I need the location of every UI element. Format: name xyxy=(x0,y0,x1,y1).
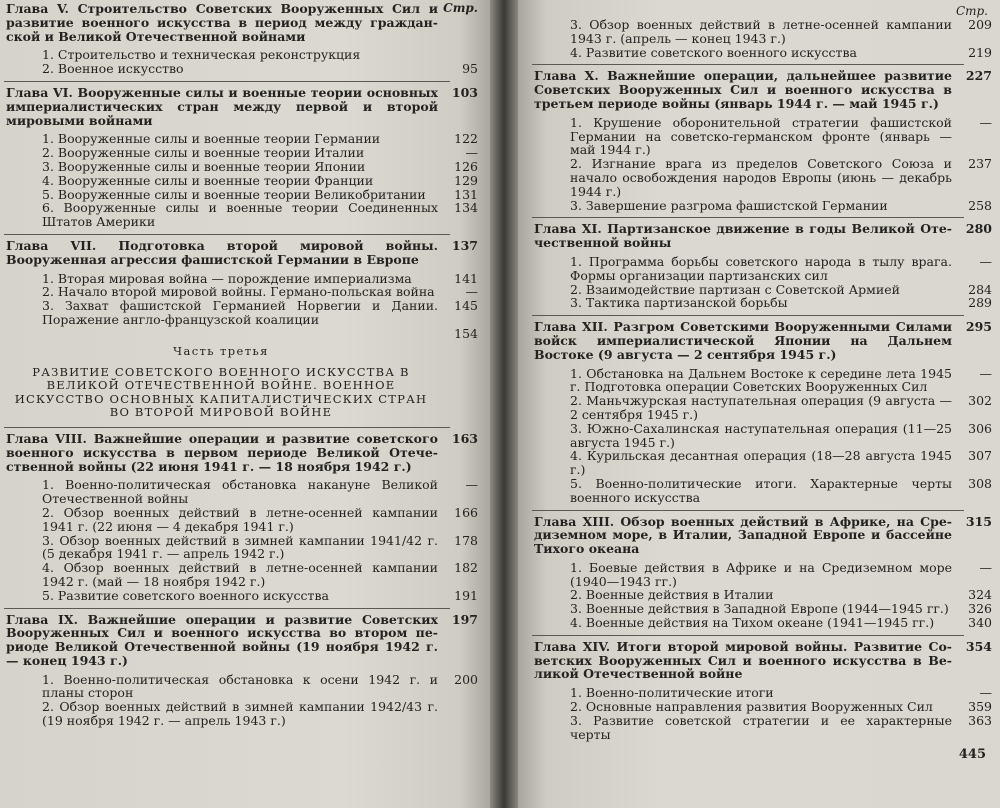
toc-item: 1. Военно-политические итоги — xyxy=(570,685,992,701)
divider xyxy=(532,217,964,218)
toc-item: 1. Военно-политическая обстановка накануне Великой Отечественной войны — xyxy=(42,477,478,507)
chapter-13: Глава XIII. Обзор военных действий в Африке, на Средиземном море, в Италии, Западной Европе и бассейне Тихого океана 315 xyxy=(534,513,992,557)
chapter-10-title: Глава X. Важнейшие операции, дальнейшее развитие Советских Вооруженных Сил и военного искусства в третьем периоде войны (январь 1944 г. — май 1945 г.) xyxy=(534,68,952,111)
toc-item: 6. Вооруженные силы и военные теории Соединенных Штатов Америки 134 xyxy=(42,200,478,230)
toc-item: 5. Военно-политические итоги. Характерные черты военного искусства 308 xyxy=(570,475,992,505)
book-gutter xyxy=(490,0,518,808)
divider xyxy=(532,315,964,316)
toc-item: 2. Обзор военных действий в зимней кампании 1942/43 г. (19 ноября 1942 г. — апрель 1943 г.) xyxy=(42,699,438,729)
toc-item: 1. Боевые действия в Африке и на Средиземном море (1940—1943 гг.) — xyxy=(570,559,992,589)
toc-item: 2. Вооруженные силы и военные теории Италии — xyxy=(42,145,478,161)
toc-item: 2. Изгнание врага из пределов Советского Союза и начало освобождения народов Европы (июнь — декабрь 1944 г.) 237 xyxy=(570,156,992,199)
divider xyxy=(4,234,450,235)
toc-item: 5. Вооруженные силы и военные теории Великобритании 131 xyxy=(42,186,478,202)
left-page xyxy=(0,0,490,808)
divider xyxy=(4,81,450,82)
toc-item: 3. Развитие советской стратегии и ее характерные черты 363 xyxy=(570,712,992,742)
toc-item: 3. Завершение разгрома фашистской Германии 258 xyxy=(570,197,992,213)
toc-item: 3. Обзор военных действий в летне-осенней кампании 1943 г. (апрель — конец 1943 г.) 209 xyxy=(570,17,992,46)
toc-item: 4. Вооруженные силы и военные теории Франции 129 xyxy=(42,172,478,188)
toc-item: 1. Строительство и техническая реконструкция xyxy=(42,47,361,63)
toc-item: 2. Военные действия в Италии 324 xyxy=(570,587,992,603)
toc-item: 1. Вооруженные силы и военные теории Германии 122 xyxy=(42,131,478,147)
page-number: 445 xyxy=(958,747,986,763)
toc-item: 2. Военное искусство 95 xyxy=(42,61,478,77)
chapter-6: Глава VI. Вооруженные силы и военные теории основных империалистических стран между первой и второй мировыми войнами 103 xyxy=(6,84,478,128)
toc-item: 1. Вторая мировая война — порождение империализма 141 xyxy=(42,270,478,286)
chapter-5 xyxy=(4,2,478,43)
divider xyxy=(4,608,450,609)
toc-item: 1. Военно-политическая обстановка к осени 1942 г. и планы сторон 200 xyxy=(42,671,478,701)
toc-item: 5. Развитие советского военного искусства 191 xyxy=(42,587,478,603)
toc-item: 3. Южно-Сахалинская наступательная операция (11—25 августа 1945 г.) 306 xyxy=(570,420,992,450)
toc-item: 3. Вооруженные силы и военные теории Японии 126 xyxy=(42,158,478,174)
toc-item: 154 xyxy=(454,325,478,341)
chapter-7-title: Глава VII. Подготовка второй мировой войны. Вооруженная агрессия фашистской Германии в Европе xyxy=(6,237,438,267)
toc-item: 3. Тактика партизанской борьбы 289 xyxy=(570,295,992,311)
chapter-8: Глава VIII. Важнейшие операции и развитие советского военного искусства в первом периоде Великой Отечественной войны (22 июня 1941 г. — 18 ноября 1942 г.) 163 xyxy=(6,430,478,474)
toc-item: 2. Взаимодействие партизан с Советской Армией 284 xyxy=(570,281,992,297)
chapter-11-title: Глава XI. Партизанское движение в годы Великой Отечественной войны xyxy=(534,221,952,251)
chapter-9-title: Глава IX. Важнейшие операции и развитие Советских Вооруженных Сил и военного искусства во втором периоде Великой Отечественной войны (19 ноября 1942 г. — конец 1943 г.) xyxy=(6,611,438,668)
toc-item: 1. Крушение оборонительной стратегии фашистской Германии на советско-германском фронте (январь — май 1944 г.) — xyxy=(570,114,992,158)
toc-item: 3. Обзор военных действий в зимней кампании 1941/42 г. (5 декабря 1941 г. — апрель 1942 г.) 178 xyxy=(42,532,478,562)
chapter-14-title: Глава XIV. Итоги второй мировой войны. Развитие Советских Вооруженных Сил и военного искусства в Великой Отечественной войне xyxy=(534,638,952,682)
right-page xyxy=(518,0,1000,808)
toc-item: 2. Основные направления развития Вооруженных Сил 359 xyxy=(570,699,992,715)
toc-item: 2. Начало второй мировой войны. Германо-польская война — xyxy=(42,284,478,300)
page-column-header: Стр. xyxy=(443,1,478,15)
chapter-13-title: Глава XIII. Обзор военных действий в Африке, на Средиземном море, в Италии, Западной Европе и бассейне Тихого океана xyxy=(534,513,952,557)
divider xyxy=(4,427,450,428)
chapter-12-title: Глава XII. Разгром Советскими Вооруженными Силами войск империалистической Японии на Дальнем Востоке (9 августа — 2 сентября 1945 г.) xyxy=(534,319,952,362)
divider xyxy=(532,64,964,65)
chapter-12: Глава XII. Разгром Советскими Вооруженными Силами войск империалистической Японии на Дальнем Востоке (9 августа — 2 сентября 1945 г.) 295 xyxy=(534,319,992,362)
chapter-14: Глава XIV. Итоги второй мировой войны. Развитие Советских Вооруженных Сил и военного искусства в Великой Отечественной войне 354 xyxy=(534,638,992,682)
toc-item: 1. Обстановка на Дальнем Востоке к середине лета 1945 г. Подготовка операции Советских Вооруженных Сил — xyxy=(570,365,992,395)
divider xyxy=(532,635,964,636)
page-column-header: Стр. xyxy=(955,4,988,18)
toc-item: 3. Захват фашистской Германией Норвегии и Дании. Поражение англо-французской коалиции 145 xyxy=(42,298,478,327)
part-title: РАЗВИТИЕ СОВЕТСКОГО ВОЕННОГО ИСКУССТВА В ВЕЛИКОЙ ОТЕЧЕСТВЕННОЙ ВОЙНЕ. ВОЕННОЕ ИСКУССТВО ОСНОВНЫХ КАПИТАЛИСТИЧЕСКИХ СТРАН ВО ВТОРОЙ МИРОВОЙ ВОЙНЕ xyxy=(14,365,428,419)
part-heading: Часть третья xyxy=(173,343,269,358)
toc-item: 4. Военные действия на Тихом океане (1941—1945 гг.) 340 xyxy=(570,615,992,631)
toc-item: 3. Военные действия в Западной Европе (1944—1945 гг.) 326 xyxy=(570,601,992,617)
chapter-6-title: Глава VI. Вооруженные силы и военные теории основных империалистических стран между первой и второй мировыми войнами xyxy=(6,84,438,128)
toc-item: 4. Развитие советского военного искусства 219 xyxy=(570,44,992,60)
chapter-10: Глава X. Важнейшие операции, дальнейшее развитие Советских Вооруженных Сил и военного искусства в третьем периоде войны (январь 1944 г. — май 1945 г.) 227 xyxy=(534,68,992,111)
chapter-9: Глава IX. Важнейшие операции и развитие Советских Вооруженных Сил и военного искусства во втором периоде Великой Отечественной войны (19 ноября 1942 г. — конец 1943 г.) 197 xyxy=(6,611,478,668)
chapter-11: Глава XI. Партизанское движение в годы Великой Отечественной войны 280 xyxy=(534,221,992,251)
toc-item: 4. Курильская десантная операция (18—28 августа 1945 г.) 307 xyxy=(570,448,992,478)
chapter-5-title: Глава V. Строительство Советских Вооруженных Сил и развитие военного искусства в период между гражданской и Великой Отечественной войнами xyxy=(6,1,438,44)
toc-item: 2. Обзор военных действий в летне-осенней кампании 1941 г. (22 июня — 4 декабря 1941 г.) 166 xyxy=(42,504,478,534)
toc-item: 2. Маньчжурская наступательная операция (9 августа — 2 сентября 1945 г.) 302 xyxy=(570,393,992,422)
divider xyxy=(532,510,964,511)
chapter-7: Глава VII. Подготовка второй мировой войны. Вооруженная агрессия фашистской Германии в Европе 137 xyxy=(6,237,478,267)
toc-item: 1. Программа борьбы советского народа в тылу врага. Формы организации партизанских сил — xyxy=(570,253,992,283)
toc-item: 4. Обзор военных действий в летне-осенней кампании 1942 г. (май — 18 ноября 1942 г.) 182 xyxy=(42,560,478,589)
chapter-8-title: Глава VIII. Важнейшие операции и развитие советского военного искусства в первом периоде Великой Отечественной войны (22 июня 1941 г. — 18 ноября 1942 г.) xyxy=(6,430,438,474)
